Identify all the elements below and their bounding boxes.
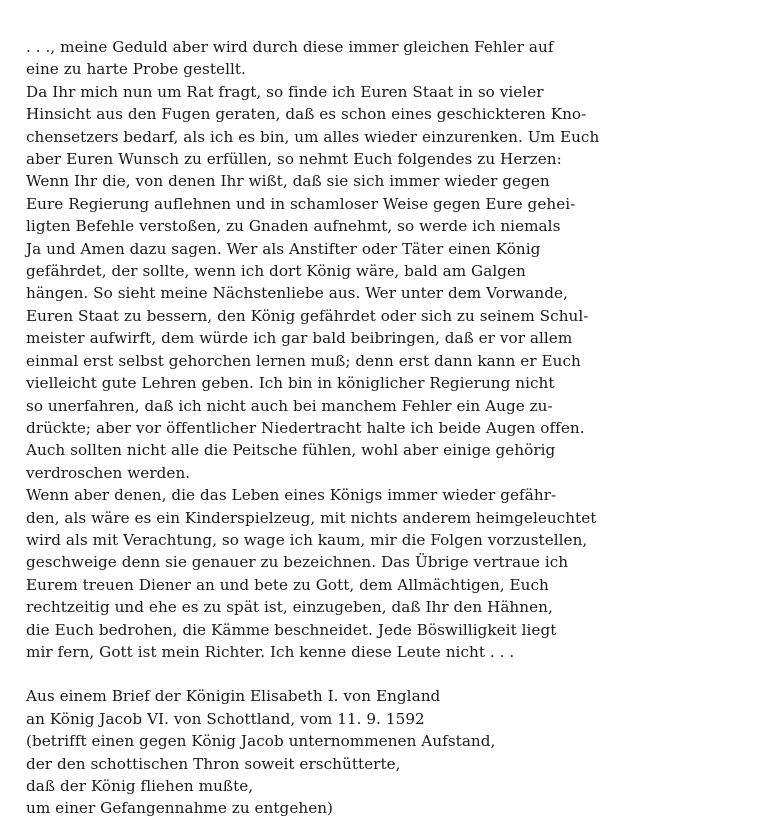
letter-line: rechtzeitig und ehe es zu spät ist, einzugeben, daß Ihr den Hähnen,	[26, 598, 553, 617]
letter-line: chensetzers bedarf, als ich es bin, um alles wieder einzurenken. Um Euch	[26, 127, 600, 146]
letter-line: vielleicht gute Lehren geben. Ich bin in königlicher Regierung nicht	[26, 374, 555, 393]
letter-line: eine zu harte Probe gestellt.	[26, 60, 246, 79]
letter-line: wird als mit Verachtung, so wage ich kaum, mir die Folgen vorzustellen,	[26, 530, 588, 549]
letter-line: verdroschen werden.	[26, 463, 191, 482]
letter-line: hängen. So sieht meine Nächstenliebe aus. Wer unter dem Vorwande,	[26, 284, 568, 303]
page	[26, 36, 746, 820]
source-line: an König Jacob VI. von Schottland, vom 11. 9. 1592	[26, 709, 425, 728]
paragraph-gap	[26, 663, 746, 685]
letter-line: Ja und Amen dazu sagen. Wer als Anstifter oder Täter einen König	[26, 239, 541, 258]
source-line: Aus einem Brief der Königin Elisabeth I. von England	[26, 687, 441, 706]
letter-line: die Euch bedrohen, die Kämme beschneidet. Jede Böswilligkeit liegt	[26, 620, 557, 639]
letter-line: so unerfahren, daß ich nicht auch bei manchem Fehler ein Auge zu-	[26, 396, 553, 415]
letter-line: meister aufwirft, dem würde ich gar bald beibringen, daß er vor allem	[26, 329, 573, 348]
letter-line: Hinsicht aus den Fugen geraten, daß es schon eines geschickteren Kno-	[26, 105, 587, 124]
letter-line: aber Euren Wunsch zu erfüllen, so nehmt Euch folgendes zu Herzen:	[26, 150, 562, 169]
letter-line: drückte; aber vor öffentlicher Niedertracht halte ich beide Augen offen.	[26, 418, 585, 437]
letter-line: geschweige denn sie genauer zu bezeichnen. Das Übrige vertraue ich	[26, 553, 569, 572]
letter-line: den, als wäre es ein Kinderspielzeug, mit nichts anderem heimgeleuchtet	[26, 508, 597, 527]
letter-line: Auch sollten nicht alle die Peitsche fühlen, wohl aber einige gehörig	[26, 441, 556, 460]
letter-body	[26, 36, 746, 663]
letter-line: . . ., meine Geduld aber wird durch diese immer gleichen Fehler auf	[26, 38, 554, 56]
letter-line: Euren Staat zu bessern, den König gefährdet oder sich zu seinem Schul-	[26, 306, 589, 325]
source-line: um einer Gefangennahme zu entgehen)	[26, 799, 334, 818]
letter-line: Da Ihr mich nun um Rat fragt, so finde ich Euren Staat in so vieler	[26, 82, 544, 101]
source-line: (betrifft einen gegen König Jacob unternommenen Aufstand,	[26, 732, 496, 751]
letter-line: einmal erst selbst gehorchen lernen muß; denn erst dann kann er Euch	[26, 351, 581, 370]
letter-line: mir fern, Gott ist mein Richter. Ich kenne diese Leute nicht . . .	[26, 642, 515, 661]
letter-line: Eure Regierung auflehnen und in schamloser Weise gegen Eure gehei-	[26, 194, 576, 213]
letter-line: Wenn Ihr die, von denen Ihr wißt, daß sie sich immer wieder gegen	[26, 172, 550, 191]
source-line: daß der König fliehen mußte,	[26, 777, 254, 795]
letter-line: Eurem treuen Diener an und bete zu Gott, dem Allmächtigen, Euch	[26, 575, 549, 594]
letter-line: ligten Befehle verstoßen, zu Gnaden aufnehmt, so werde ich niemals	[26, 217, 561, 236]
source-line: der den schottischen Thron soweit erschütterte,	[26, 754, 401, 773]
letter-line: Wenn aber denen, die das Leben eines Königs immer wieder gefähr-	[26, 486, 557, 505]
letter-line: gefährdet, der sollte, wenn ich dort König wäre, bald am Galgen	[26, 262, 526, 281]
